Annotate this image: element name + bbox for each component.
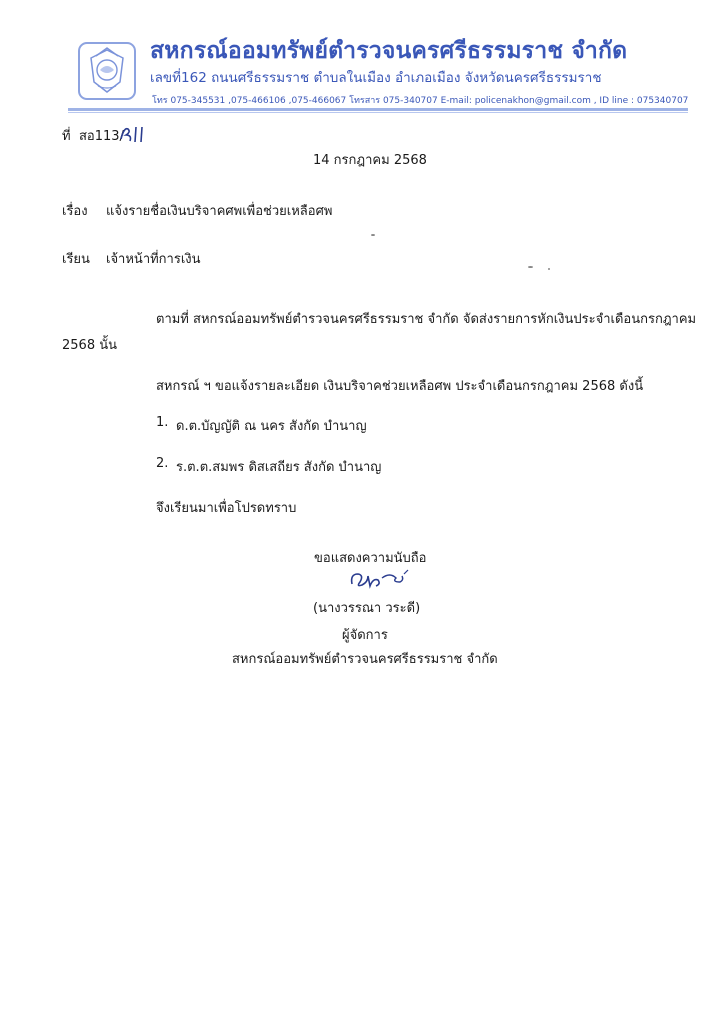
- org-contact: โทร 075-345531 ,075-466106 ,075-466067 โทรสาร 075-340707 E-mail: policenakhon@gmail.com , ID line : 075340707: [152, 96, 689, 106]
- handwritten-signature: [346, 566, 414, 592]
- closing-paragraph: จึงเรียนมาเพื่อโปรดทราบ: [156, 501, 297, 516]
- signer-title: ผู้จัดการ: [342, 628, 388, 643]
- scan-speck: [548, 268, 550, 270]
- letterhead-divider: [68, 108, 688, 111]
- police-emblem-logo: [76, 40, 138, 102]
- to-text: เจ้าหน้าที่การเงิน: [106, 252, 201, 267]
- letterhead-divider-secondary: [68, 112, 688, 113]
- ref-label: ที่: [62, 129, 71, 144]
- closing-salutation: ขอแสดงความนับถือ: [314, 551, 427, 566]
- signer-organization: สหกรณ์ออมทรัพย์ตำรวจนครศรีธรรมราช จำกัด: [232, 652, 498, 667]
- signer-name: (นางวรรณา วระดี): [313, 601, 421, 616]
- list-item-number: 2.: [156, 456, 169, 471]
- paragraph-2: สหกรณ์ ฯ ขอแจ้งรายละเอียด เงินบริจาคช่วยเหลือศพ ประจำเดือนกรกฎาคม 2568 ดังนี้: [156, 379, 644, 394]
- list-item: ร.ต.ต.สมพร ดิสเสถียร สังกัด บำนาญ: [176, 460, 382, 475]
- paragraph-1-line-2: 2568 นั้น: [62, 338, 117, 353]
- letter-date: 14 กรกฎาคม 2568: [313, 153, 427, 168]
- scan-speck: [528, 266, 533, 268]
- ref-number: สอ113/: [79, 129, 124, 144]
- paragraph-1-line-1: ตามที่ สหกรณ์ออมทรัพย์ตำรวจนครศรีธรรมราช จำกัด จัดส่งรายการหักเงินประจำเดือนกรกฎาคม: [156, 312, 697, 327]
- list-item: ด.ต.บัญญัติ ณ นคร สังกัด บำนาญ: [176, 419, 367, 434]
- org-name: สหกรณ์ออมทรัพย์ตำรวจนครศรีธรรมราช จำกัด: [150, 38, 628, 64]
- subject-text: แจ้งรายชื่อเงินบริจาคศพเพื่อช่วยเหลือศพ: [106, 204, 333, 219]
- org-address: เลขที่162 ถนนศรีธรรมราช ตำบลในเมือง อำเภอเมือง จังหวัดนครศรีธรรมราช: [150, 70, 602, 86]
- subject-label: เรื่อง: [62, 204, 88, 219]
- scan-speck: [371, 234, 375, 236]
- ref-handwritten-number: [118, 123, 156, 145]
- list-item-number: 1.: [156, 415, 169, 430]
- to-label: เรียน: [62, 252, 90, 267]
